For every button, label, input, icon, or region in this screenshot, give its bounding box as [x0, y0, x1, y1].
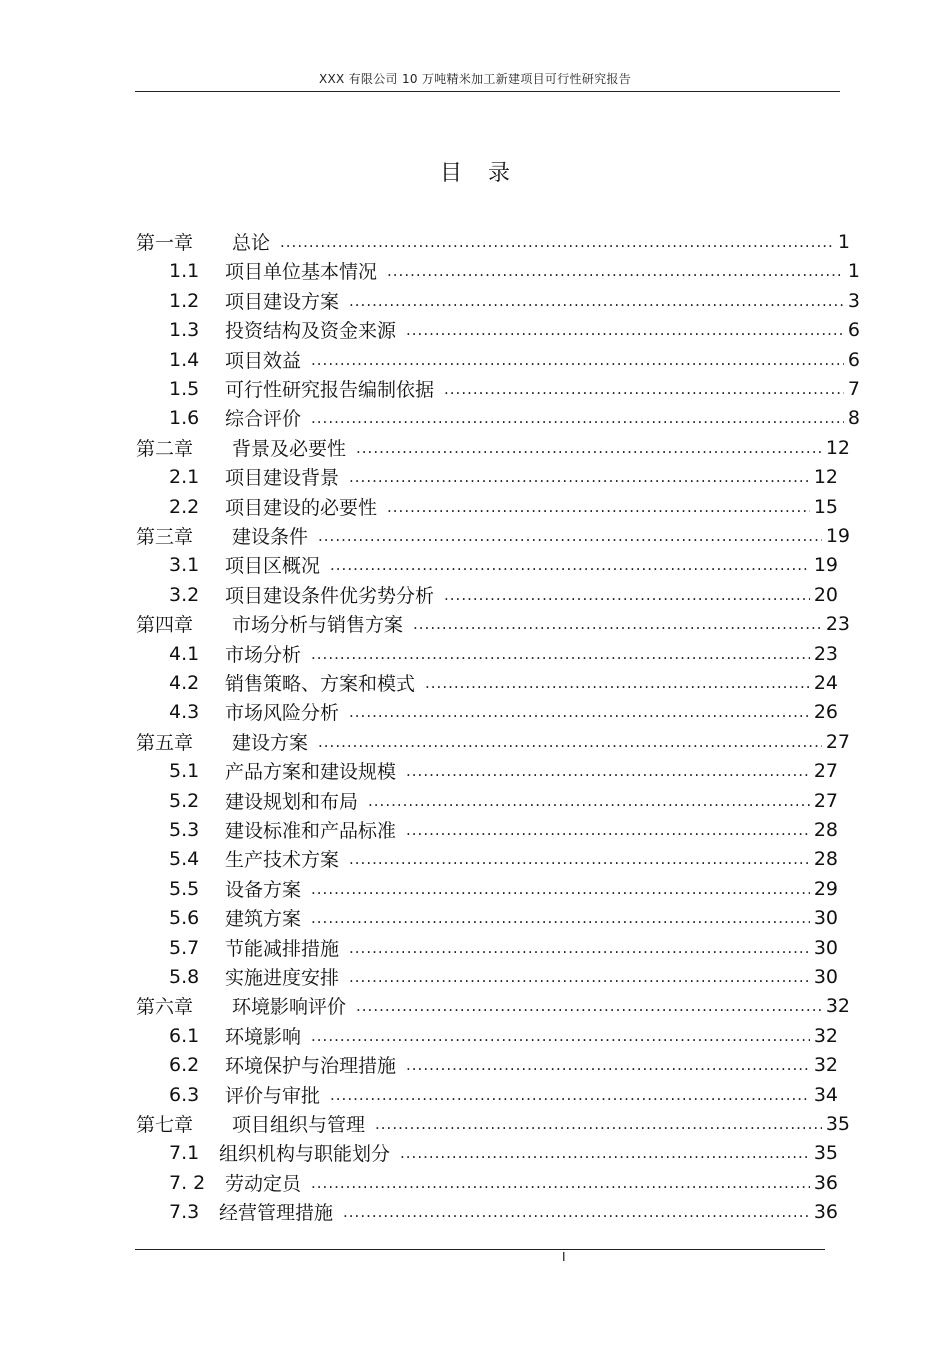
toc-entry-page: 29	[813, 877, 838, 900]
toc-entry-title: 市场分析与销售方案	[232, 614, 404, 636]
toc-entry-title: 环境影响	[225, 1026, 302, 1048]
toc-entry-title: 建设方案	[232, 732, 309, 754]
toc-entry-number: 1.3	[169, 318, 200, 341]
toc-section-entry	[169, 1168, 838, 1197]
toc-entry-title: 产品方案和建设规模	[225, 761, 397, 783]
toc-dot-leader	[280, 232, 834, 252]
toc-entry-page: 30	[813, 936, 838, 959]
toc-section-entry	[169, 933, 838, 962]
toc-dot-leader	[406, 820, 810, 840]
toc-entry-page: 19	[813, 553, 838, 576]
toc-entry-number: 4.1	[169, 642, 200, 665]
toc-entry-number: 第六章	[136, 996, 194, 1018]
toc-entry-page: 27	[813, 789, 838, 812]
toc-dot-leader	[330, 1085, 810, 1105]
toc-dot-leader	[444, 379, 844, 399]
toc-entry-number: 6.3	[169, 1083, 200, 1106]
toc-dot-leader	[318, 526, 822, 546]
toc-entry-number: 7.3	[169, 1200, 200, 1223]
toc-section-entry	[169, 550, 838, 579]
toc-entry-title: 销售策略、方案和模式	[225, 673, 416, 695]
toc-dot-leader	[311, 350, 844, 370]
toc-entry-title: 项目单位基本情况	[225, 261, 378, 283]
toc-entry-title: 生产技术方案	[225, 849, 340, 871]
toc-section-entry	[169, 403, 860, 432]
toc-dot-leader	[444, 585, 810, 605]
toc-dot-leader	[425, 673, 810, 693]
toc-entry-title: 项目效益	[225, 350, 302, 372]
toc-dot-leader	[375, 1114, 822, 1134]
toc-entry-page: 28	[813, 847, 838, 870]
toc-entry-number: 6.2	[169, 1053, 200, 1076]
toc-entry-number: 第五章	[136, 732, 194, 754]
toc-entry-title: 设备方案	[225, 879, 302, 901]
toc-entry-page: 23	[825, 612, 850, 635]
toc-entry-page: 30	[813, 906, 838, 929]
toc-entry-number: 7.1	[169, 1141, 200, 1164]
toc-dot-leader	[349, 702, 810, 722]
toc-section-entry	[169, 374, 860, 403]
toc-entry-number: 第一章	[136, 232, 194, 254]
toc-entry-number: 4.3	[169, 700, 200, 723]
toc-entry-number: 1.4	[169, 348, 200, 371]
toc-entry-title: 建筑方案	[225, 908, 302, 930]
toc-section-entry	[169, 286, 860, 315]
toc-dot-leader	[349, 291, 844, 311]
toc-entry-page: 23	[813, 642, 838, 665]
toc-entry-page: 34	[813, 1083, 838, 1106]
toc-section-entry	[169, 256, 860, 285]
toc-section-entry	[169, 874, 838, 903]
toc-entry-title: 评价与审批	[225, 1085, 321, 1107]
toc-section-entry	[169, 756, 838, 785]
toc-entry-page: 12	[813, 465, 838, 488]
toc-dot-leader	[311, 1026, 810, 1046]
toc-entry-number: 第二章	[136, 438, 194, 460]
toc-dot-leader	[330, 555, 810, 575]
header-rule	[135, 91, 840, 92]
toc-entry-title: 环境保护与治理措施	[225, 1055, 397, 1077]
toc-entry-title: 项目区概况	[225, 555, 321, 577]
toc-entry-title: 项目建设的必要性	[225, 497, 378, 519]
toc-entry-number: 5.8	[169, 965, 200, 988]
toc-entry-number: 第七章	[136, 1114, 194, 1136]
toc-entry-page: 36	[813, 1200, 838, 1223]
toc-entry-title: 总论	[232, 232, 271, 254]
toc-entry-title: 环境影响评价	[232, 996, 347, 1018]
toc-section-entry	[169, 1138, 838, 1167]
toc-chapter-entry	[136, 433, 850, 462]
toc-section-entry	[169, 1050, 838, 1079]
toc-entry-page: 26	[813, 700, 838, 723]
toc-entry-number: 1.5	[169, 377, 200, 400]
toc-entry-title: 建设规划和布局	[225, 791, 359, 813]
toc-dot-leader	[406, 761, 810, 781]
toc-section-entry	[169, 697, 838, 726]
toc-entry-title: 背景及必要性	[232, 438, 347, 460]
toc-chapter-entry	[136, 609, 850, 638]
toc-entry-title: 项目建设方案	[225, 291, 340, 313]
toc-entry-number: 3.1	[169, 553, 200, 576]
running-header: XXX 有限公司 10 万吨精米加工新建项目可行性研究报告	[318, 72, 632, 86]
toc-title: 目录	[439, 161, 536, 186]
toc-entry-page: 12	[825, 436, 850, 459]
toc-entry-number: 1.1	[169, 259, 200, 282]
toc-dot-leader	[406, 320, 844, 340]
toc-entry-page: 15	[813, 495, 838, 518]
toc-entry-title: 节能减排措施	[225, 938, 340, 960]
toc-section-entry	[169, 1021, 838, 1050]
toc-dot-leader	[400, 1143, 810, 1163]
toc-entry-title: 建设条件	[232, 526, 309, 548]
toc-entry-number: 3.2	[169, 583, 200, 606]
toc-entry-number: 5.2	[169, 789, 200, 812]
toc-entry-page: 19	[825, 524, 850, 547]
toc-entry-title: 市场分析	[225, 644, 302, 666]
toc-entry-title: 建设标准和产品标准	[225, 820, 397, 842]
toc-dot-leader	[311, 879, 810, 899]
footer-rule	[135, 1249, 825, 1250]
toc-entry-number: 5.7	[169, 936, 200, 959]
toc-entry-number: 第三章	[136, 526, 194, 548]
toc-dot-leader	[387, 497, 810, 517]
toc-chapter-entry	[136, 1109, 850, 1138]
toc-entry-page: 8	[847, 406, 860, 429]
toc-dot-leader	[343, 1202, 810, 1222]
toc-entry-page: 32	[813, 1024, 838, 1047]
toc-section-entry	[169, 639, 838, 668]
toc-entry-number: 2.1	[169, 465, 200, 488]
toc-entry-title: 经营管理措施	[219, 1202, 334, 1224]
toc-entry-page: 1	[837, 230, 850, 253]
toc-section-entry	[169, 345, 860, 374]
toc-dot-leader	[311, 1173, 810, 1193]
toc-entry-page: 28	[813, 818, 838, 841]
toc-entry-number: 5.5	[169, 877, 200, 900]
toc-entry-page: 30	[813, 965, 838, 988]
toc-entry-number: 5.3	[169, 818, 200, 841]
toc-entry-number: 1.2	[169, 289, 200, 312]
toc-entry-title: 劳动定员	[225, 1173, 302, 1195]
footer-page-number: I	[562, 1250, 566, 1264]
toc-entry-number: 第四章	[136, 614, 194, 636]
toc-entry-number: 6.1	[169, 1024, 200, 1047]
toc-dot-leader	[368, 791, 810, 811]
toc-dot-leader	[349, 849, 810, 869]
toc-entry-number: 7. 2	[169, 1171, 206, 1194]
toc-dot-leader	[311, 644, 810, 664]
toc-entry-number: 1.6	[169, 406, 200, 429]
toc-section-entry	[169, 815, 838, 844]
toc-section-entry	[169, 786, 838, 815]
toc-entry-page: 36	[813, 1171, 838, 1194]
toc-entry-number: 5.4	[169, 847, 200, 870]
toc-dot-leader	[406, 1055, 810, 1075]
toc-entry-number: 5.6	[169, 906, 200, 929]
toc-chapter-entry	[136, 727, 850, 756]
toc-entry-title: 项目建设背景	[225, 467, 340, 489]
toc-dot-leader	[413, 614, 822, 634]
toc-section-entry	[169, 315, 860, 344]
toc-entry-title: 实施进度安排	[225, 967, 340, 989]
toc-entry-page: 1	[847, 259, 860, 282]
toc-entry-title: 综合评价	[225, 408, 302, 430]
toc-entry-number: 4.2	[169, 671, 200, 694]
toc-section-entry	[169, 668, 838, 697]
toc-dot-leader	[387, 261, 844, 281]
toc-section-entry	[169, 844, 838, 873]
toc-entry-title: 可行性研究报告编制依据	[225, 379, 435, 401]
toc-entry-page: 27	[825, 730, 850, 753]
toc-entry-page: 32	[813, 1053, 838, 1076]
toc-entry-page: 20	[813, 583, 838, 606]
toc-section-entry	[169, 1080, 838, 1109]
toc-entry-title: 项目建设条件优劣势分析	[225, 585, 435, 607]
toc-dot-leader	[349, 967, 810, 987]
toc-dot-leader	[356, 996, 822, 1016]
toc-entry-title: 项目组织与管理	[232, 1114, 366, 1136]
toc-entry-page: 27	[813, 759, 838, 782]
toc-chapter-entry	[136, 991, 850, 1020]
toc-section-entry	[169, 903, 838, 932]
toc-entry-page: 24	[813, 671, 838, 694]
toc-entry-page: 35	[813, 1141, 838, 1164]
toc-section-entry	[169, 462, 838, 491]
toc-entry-title: 组织机构与职能划分	[219, 1143, 391, 1165]
toc-entry-page: 3	[847, 289, 860, 312]
toc-entry-page: 6	[847, 348, 860, 371]
toc-entry-page: 7	[847, 377, 860, 400]
toc-section-entry	[169, 962, 838, 991]
toc-section-entry	[169, 1197, 838, 1226]
toc-entry-page: 32	[825, 994, 850, 1017]
toc-dot-leader	[356, 438, 822, 458]
toc-entry-number: 5.1	[169, 759, 200, 782]
toc-entry-page: 6	[847, 318, 860, 341]
toc-dot-leader	[311, 908, 810, 928]
toc-entry-page: 35	[825, 1112, 850, 1135]
toc-dot-leader	[349, 938, 810, 958]
toc-chapter-entry	[136, 521, 850, 550]
toc-entry-title: 市场风险分析	[225, 702, 340, 724]
toc-entry-title: 投资结构及资金来源	[225, 320, 397, 342]
toc-dot-leader	[311, 408, 844, 428]
toc-entry-number: 2.2	[169, 495, 200, 518]
toc-section-entry	[169, 492, 838, 521]
toc-dot-leader	[349, 467, 810, 487]
toc-section-entry	[169, 580, 838, 609]
toc-dot-leader	[318, 732, 822, 752]
toc-chapter-entry	[136, 227, 850, 256]
